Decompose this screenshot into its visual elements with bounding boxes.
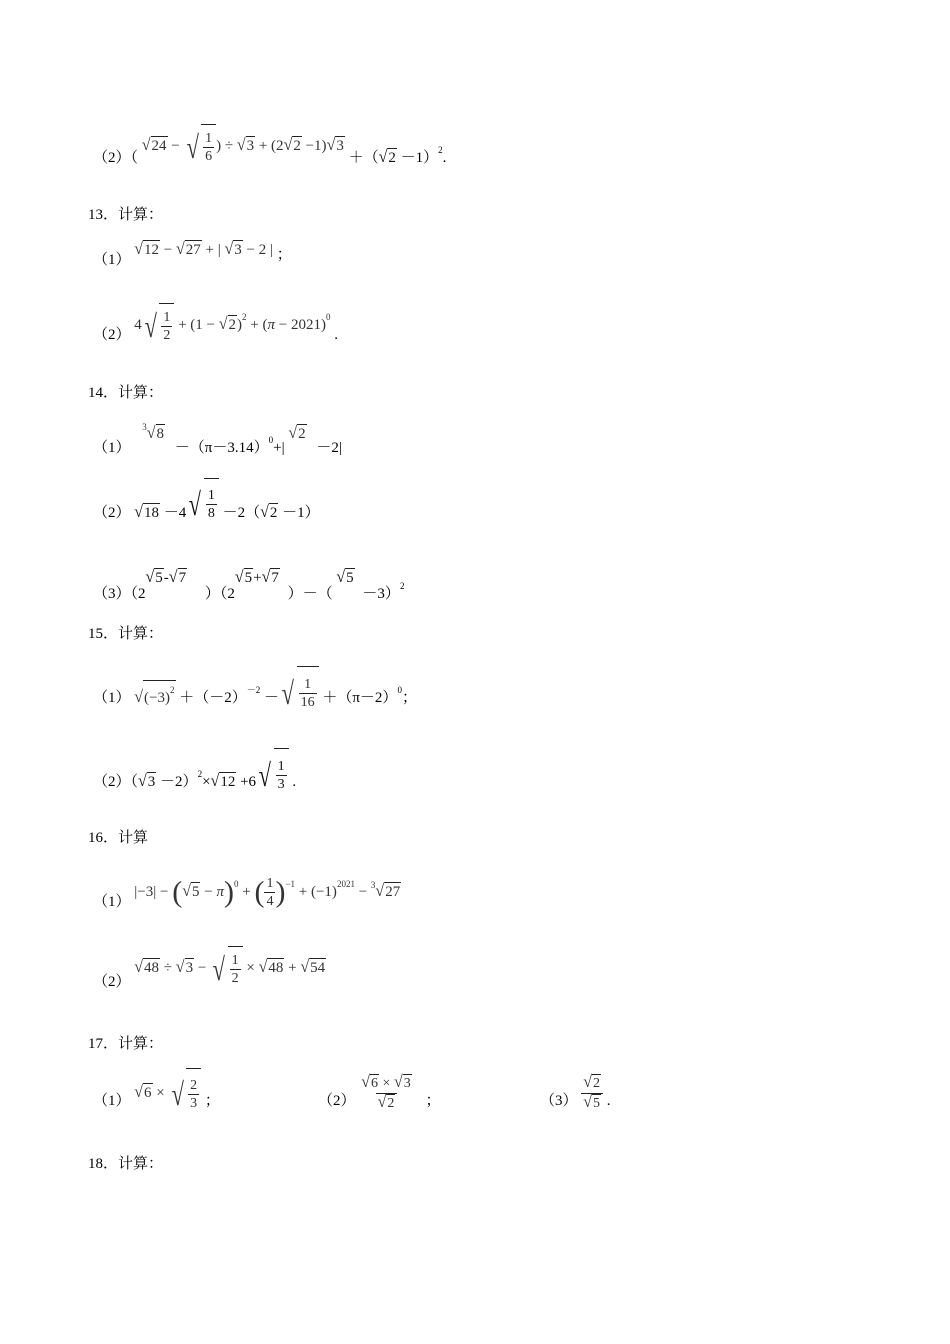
q15-p2-end: .: [292, 774, 297, 790]
q14-p1-end: －2|: [316, 440, 342, 456]
top-item-expression: √24 − √ $\frac{1}{6}$ ) ÷ √3 + (2√2 −1)√3: [142, 138, 349, 154]
q15-p1-sqrt-1-16: √ $\frac{1}{16}$: [279, 666, 319, 719]
q15-p1-label: （1）: [93, 690, 131, 706]
q14-part3: （3）（2√5-√7 ）（2√5+√7 ）－（ $√5 -3)_2$: [93, 568, 405, 602]
q14-part2: [93, 478, 320, 528]
q16-p1-label: （1）: [93, 894, 131, 910]
q13-p2-expression: 4√ $\frac{1}{2}$ + $(1 - √2)^2 + (\pi - 2021)^0$: [134, 317, 334, 333]
q13-part2: [93, 305, 338, 349]
q14-p1-mid2: +|: [273, 440, 285, 456]
q15-p1-end: ＋（π－2）: [322, 690, 398, 706]
q13-p1-label: （1）: [93, 252, 131, 268]
q14-p2-label: （2）: [93, 505, 131, 521]
q14-p3-mid: ）（2: [204, 586, 235, 602]
q14-p3-label: （3）（2: [93, 586, 146, 602]
q14-p3-end: －3）: [362, 586, 400, 602]
q14-p3-exp1: √5-√7: [145, 568, 187, 587]
q15-p2-sqrt12: √12: [210, 772, 236, 791]
q15-p2-mid2: ×: [202, 774, 211, 790]
q13-p1-end: ；: [276, 247, 292, 263]
q17-p2-end: ；: [425, 1093, 441, 1109]
q14-p2-sqrt2: √2: [260, 503, 278, 522]
q15-p1-end2: ；: [401, 690, 417, 706]
q15-part2: $(2)(√3 -2)^2\times√12 +6√$ $\frac{1}{3}$ .: [93, 740, 296, 792]
q17-part1: [93, 1068, 220, 1118]
q16-p2-label: （2）: [93, 974, 131, 990]
q17-part3: [540, 1068, 611, 1118]
q15-p2-mid: －2）: [160, 774, 198, 790]
q15-p2-sqrt-1-3: √ $\frac{1}{3}$: [256, 748, 289, 801]
q15-part1: （1） $√(-3)^2 +(-2)^{-2}$ －√ $\frac{1}{16}$ $+(\pi-2)^0$；: [93, 658, 417, 710]
top-item-2: （2）（ √24 − √ $\frac{1}{6}$ ) ÷ $√3 + (2√2 -1)√3 +(√2 -1)^2$.: [93, 128, 446, 172]
q14-p1-label: （1）: [93, 440, 131, 456]
q14-p1-mid: －（π－3.14）: [174, 440, 269, 456]
q15-p2-label: （2）（: [93, 774, 139, 790]
q14-p1-sqrt2: √2: [288, 424, 306, 443]
q14-p2-end: －1）: [282, 505, 320, 521]
q15-p1-mid2: －: [264, 690, 280, 706]
q14-p2-sqrt-1-8: √ $\frac{1}{8}$: [186, 478, 219, 529]
q14-p2-mid2: －2（: [222, 505, 261, 521]
q15-p2-mid3: +6: [240, 774, 257, 790]
q17-heading: 17．计算：: [88, 1036, 164, 1052]
q14-p3-exp2: √5+√7: [234, 568, 279, 587]
q17-p2-fraction: $\frac{√6 \times √3}{√2}$: [361, 1073, 411, 1112]
q14-p2-sqrt18: √18: [134, 503, 160, 522]
q15-heading: 15．计算：: [88, 626, 164, 642]
q16-p2-expression: √48 ÷ √3 − √ $\frac{1}{2}$ × √48 + √54: [134, 960, 326, 976]
q13-p2-label: （2）: [93, 327, 131, 343]
q17-p1-label: （1）: [93, 1093, 131, 1109]
q14-heading: 14．计算：: [88, 385, 164, 401]
top-item-label: （2）（: [93, 150, 139, 166]
q17-p3-label: （3）: [540, 1093, 578, 1109]
q13-p1-expression: √12 − √27 + | √3 − 2 |: [134, 240, 277, 259]
q14-p2-mid: －4: [163, 505, 187, 521]
q14-p1-cbrt8: $^3$√8: [142, 422, 165, 443]
q18-heading: 18．计算：: [88, 1156, 164, 1172]
q13-part1: [93, 240, 292, 270]
q17-p3-fraction: $\frac{√2}{√5}$: [581, 1074, 603, 1113]
q16-p1-expression: $|-3| - (√5 - \pi)^0$ + ( $\frac{1}{4}$ )$^{-1} + (-1)^{2021} - ^3√27$: [134, 875, 401, 910]
q14-p3-mid2: ）－（: [287, 586, 333, 602]
q17-p3-end: .: [606, 1093, 611, 1109]
top-item-tail: ＋（: [348, 150, 379, 166]
q16-part2: [93, 950, 326, 994]
q15-p1-sqrt-neg3-sq: $√(-3)^2$: [134, 672, 175, 724]
q15-p1-mid: ＋（－2）: [179, 690, 247, 706]
q16-heading: 16．计算: [88, 830, 149, 846]
q17-p1-end: ；: [204, 1093, 220, 1109]
q15-p2-sqrt3: √3: [138, 772, 156, 791]
top-item-sqrt2: √2: [378, 148, 396, 167]
q17-p2-label: （2）: [318, 1093, 356, 1109]
q16-part1: [93, 866, 401, 910]
top-item-end: .: [442, 150, 447, 166]
q14-part1: （1） $^3√8 -(\pi-3.14)_0+|$ √2 －2|: [93, 422, 342, 456]
q14-p3-sqrt5: √5: [336, 568, 354, 587]
q17-part2: [318, 1068, 441, 1118]
q17-p1-expression: √6 × √ $\frac{2}{3}$: [134, 1085, 205, 1101]
top-item-tail2: －1）: [400, 150, 439, 166]
q13-heading: 13．计算：: [88, 207, 164, 223]
q13-p2-end: .: [334, 327, 338, 343]
